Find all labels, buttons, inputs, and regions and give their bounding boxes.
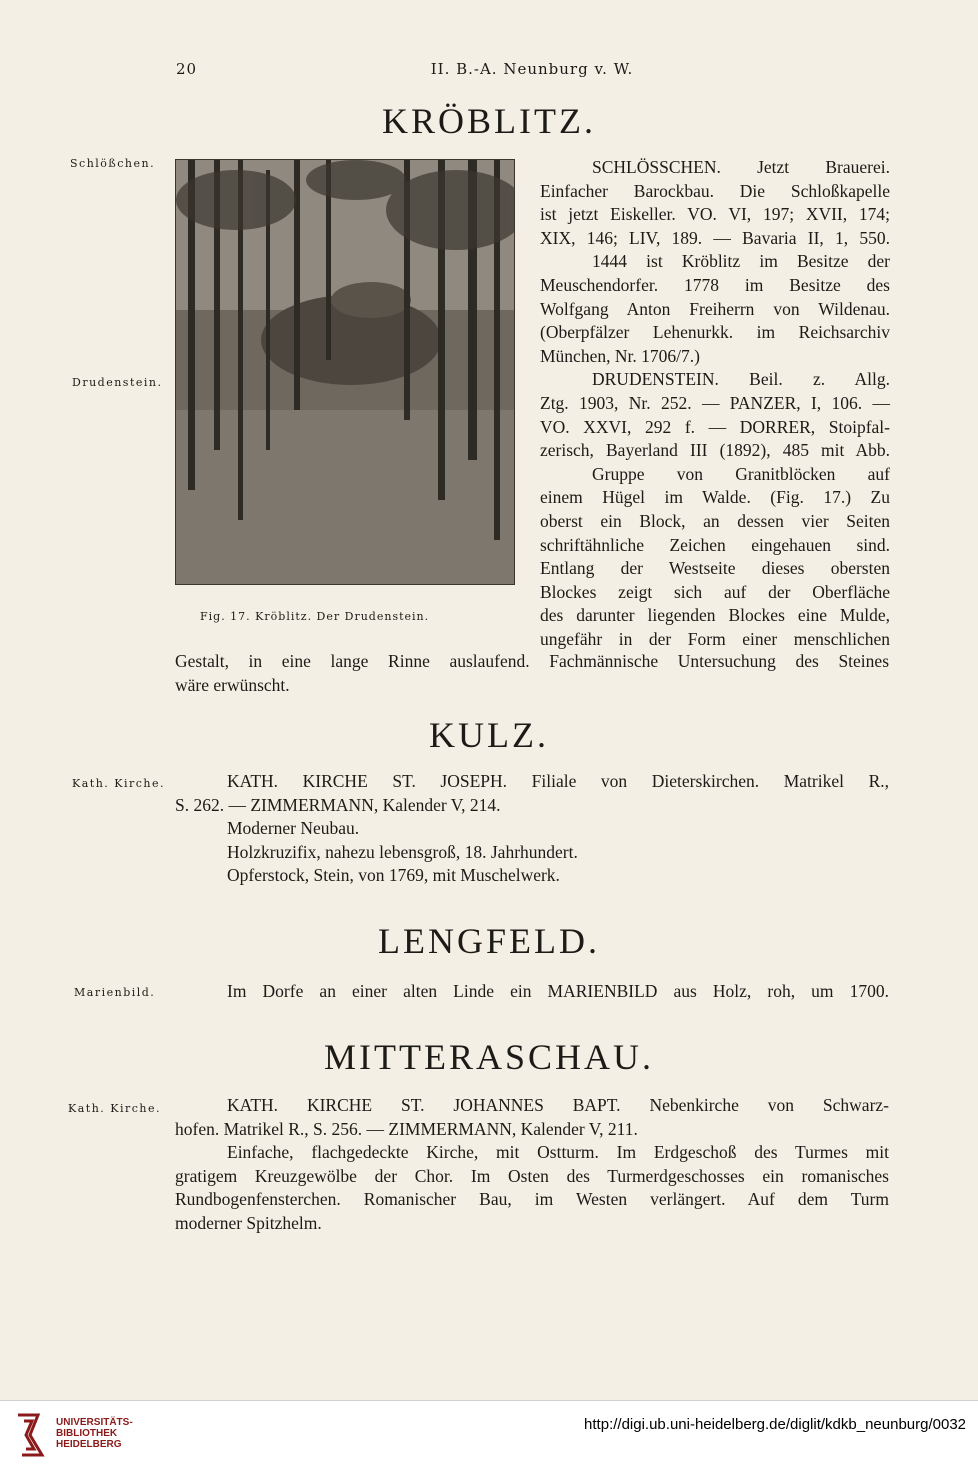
margin-note-marienbild: Marienbild. <box>74 986 156 999</box>
text-line: ungefähr in der Form einer menschlichen <box>540 628 890 649</box>
footer-bar <box>0 1400 978 1470</box>
text-line: Einfacher Barockbau. Die Schloßkapelle <box>540 180 890 201</box>
text-line: 1444 ist Kröblitz im Besitze der <box>592 251 890 272</box>
text-line: Im Dorfe an einer alten Linde ein MARIENBILD aus Holz, roh, um 1700. <box>227 981 889 1001</box>
source-url[interactable]: http://digi.ub.uni-heidelberg.de/diglit/kdkb_neunburg/0032 <box>584 1416 966 1433</box>
text-line: hofen. Matrikel R., S. 256. — ZIMMERMANN, Kalender V, 211. <box>175 1118 638 1139</box>
text-line: Opferstock, Stein, von 1769, mit Muschelwerk. <box>227 865 560 886</box>
text-line: oberst ein Block, an dessen vier Seiten <box>540 510 890 531</box>
mitteraschau-text <box>175 1094 889 1236</box>
text-line: DRUDENSTEIN. Beil. z. Allg. <box>592 369 890 390</box>
text-line: SCHLÖSSCHEN. Jetzt Brauerei. <box>592 157 890 177</box>
text-line: Moderner Neubau. <box>227 818 360 839</box>
margin-note-kath-kirche-2: Kath. Kirche. <box>68 1102 162 1115</box>
logo-line: BIBLIOTHEK <box>56 1428 118 1439</box>
text-line: (Oberpfälzer Lehenurkk. im Reichsarchiv <box>540 322 890 343</box>
library-logo-text <box>56 1417 133 1450</box>
text-line: Meuschendorfer. 1778 im Besitze des <box>540 274 890 295</box>
kroeblitz-right-column <box>540 156 890 651</box>
text-line: Rundbogenfensterchen. Romanischer Bau, im Westen verlängert. Auf dem Turm <box>175 1189 889 1210</box>
text-line: KATH. KIRCHE ST. JOHANNES BAPT. Nebenkirche von Schwarz- <box>227 1095 889 1115</box>
page-number: 20 <box>176 60 198 78</box>
text-line: Gestalt, in eine lange Rinne auslaufend. Fachmännische Untersuchung des Steines <box>175 651 889 671</box>
kulz-text <box>175 770 889 888</box>
logo-line: UNIVERSITÄTS- <box>56 1417 133 1428</box>
text-line: zerisch, Bayerland III (1892), 485 mit Abb. <box>540 440 890 461</box>
lengfeld-text <box>175 980 889 1004</box>
text-line: moderner Spitzhelm. <box>175 1212 322 1233</box>
forest-rock-illustration <box>176 160 514 584</box>
text-line: des darunter liegenden Blockes eine Mulde, <box>540 605 890 626</box>
text-line: Entlang der Westseite dieses obersten <box>540 558 890 579</box>
logo-line: HEIDELBERG <box>56 1439 122 1450</box>
library-logo-icon <box>10 1411 50 1459</box>
text-line: Ztg. 1903, Nr. 252. — PANZER, I, 106. — <box>540 392 890 413</box>
text-line: schriftähnliche Zeichen eingehauen sind. <box>540 534 890 555</box>
text-line: VO. XXVI, 292 f. — DORRER, Stoipfal- <box>540 416 890 437</box>
margin-note-kath-kirche: Kath. Kirche. <box>72 777 166 790</box>
running-title: II. B.-A. Neunburg v. W. <box>430 60 634 78</box>
text-line: wäre erwünscht. <box>175 674 290 695</box>
margin-note-schloesschen: Schlößchen. <box>70 157 156 170</box>
text-line: gratigem Kreuzgewölbe der Chor. Im Osten des Turmerdgeschosses ein romanisches <box>175 1165 889 1186</box>
text-line: XIX, 146; LIV, 189. — Bavaria II, 1, 550. <box>540 227 890 248</box>
text-line: Gruppe von Granitblöcken auf <box>592 463 890 484</box>
section-title-mitteraschau: MITTERASCHAU. <box>323 1037 654 1077</box>
margin-note-drudenstein: Drudenstein. <box>72 376 163 389</box>
section-title-lengfeld: LENGFELD. <box>378 921 600 961</box>
text-line: Einfache, flachgedeckte Kirche, mit Ostturm. Im Erdgeschoß des Turmes mit <box>227 1142 889 1163</box>
section-title-kroeblitz: KRÖBLITZ. <box>382 101 596 141</box>
figure-drudenstein-photo <box>175 159 515 585</box>
text-line: Wolfgang Anton Freiherrn von Wildenau. <box>540 298 890 319</box>
section-title-kulz: KULZ. <box>429 715 549 755</box>
text-line: KATH. KIRCHE ST. JOSEPH. Filiale von Dieterskirchen. Matrikel R., <box>227 771 889 791</box>
figure-caption: Fig. 17. Kröblitz. Der Drudenstein. <box>200 610 430 623</box>
text-line: S. 262. — ZIMMERMANN, Kalender V, 214. <box>175 794 501 815</box>
text-line: ist jetzt Eiskeller. VO. VI, 197; XVII, 174; <box>540 204 890 225</box>
text-line: München, Nr. 1706/7.) <box>540 345 700 366</box>
text-line: einem Hügel im Walde. (Fig. 17.) Zu <box>540 487 890 508</box>
text-line: Blockes zeigt sich auf der Oberfläche <box>540 581 890 602</box>
text-line: Holzkruzifix, nahezu lebensgroß, 18. Jahrhundert. <box>227 841 578 862</box>
kroeblitz-full-lines <box>175 650 889 697</box>
